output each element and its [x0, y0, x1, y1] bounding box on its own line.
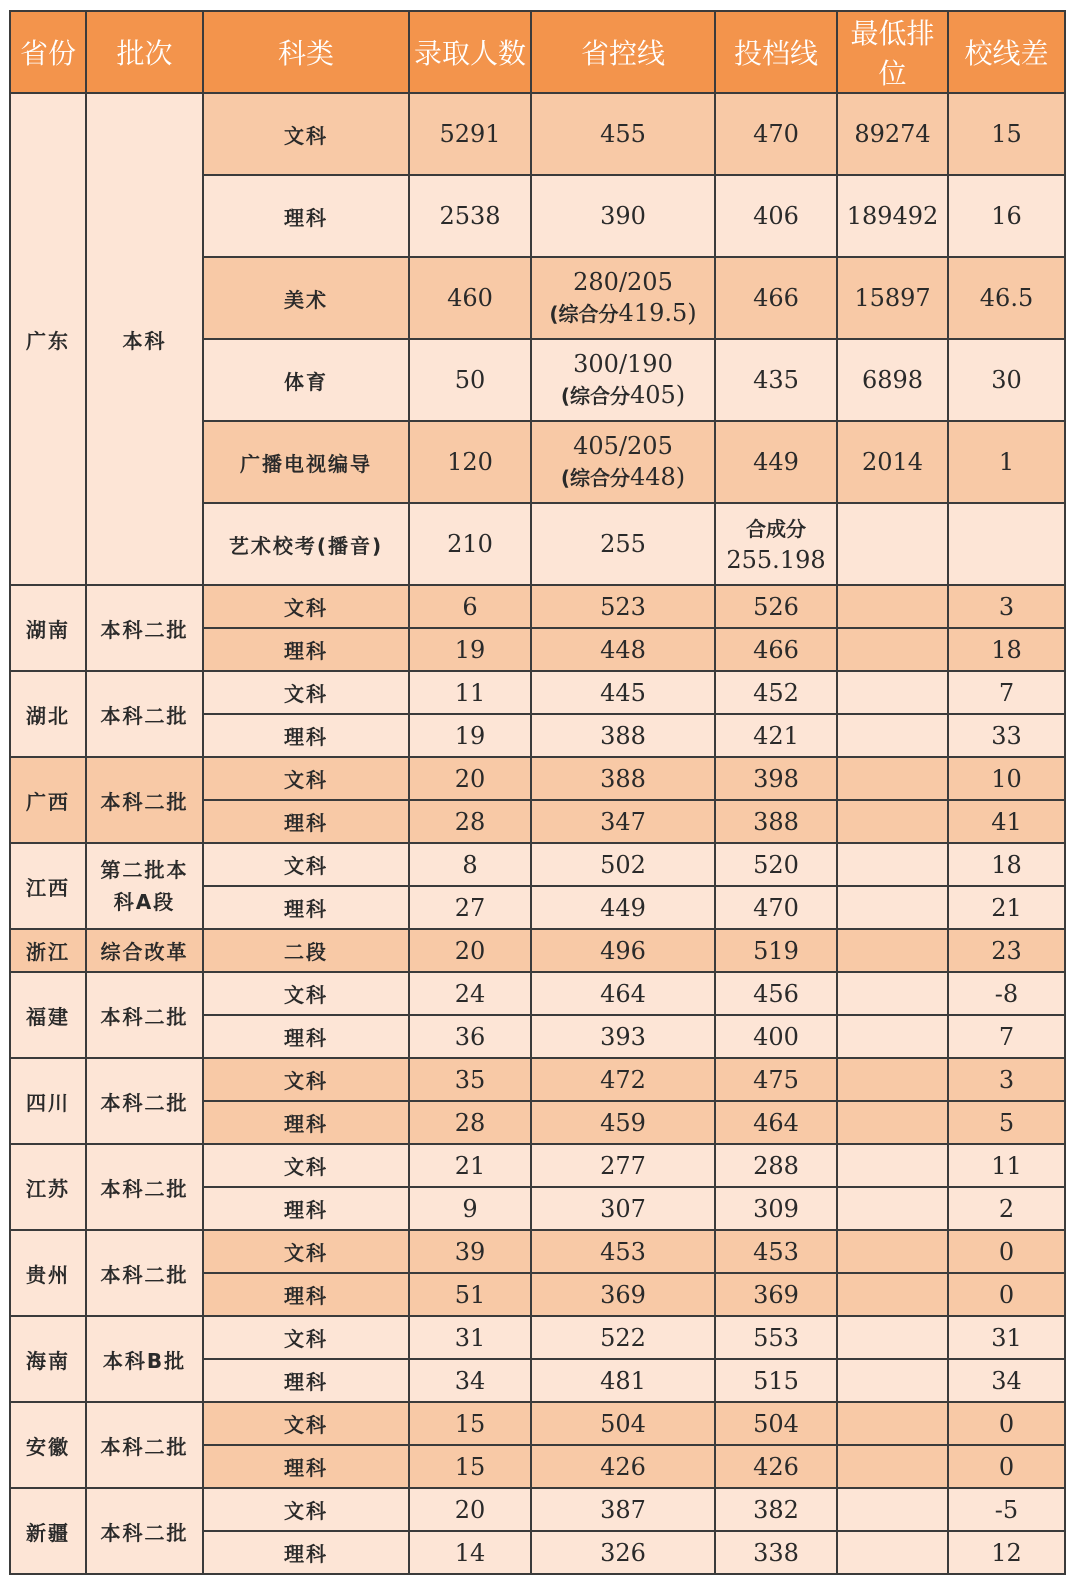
filing-cell: 400	[715, 1015, 837, 1058]
filing-cell: 470	[715, 886, 837, 929]
subject-cell: 艺术校考(播音)	[203, 503, 409, 585]
table-row	[10, 1058, 1065, 1101]
admitted-cell: 27	[409, 886, 531, 929]
province-cell: 海南	[10, 1316, 86, 1402]
subject-cell: 二段	[203, 929, 409, 972]
subject-cell: 理科	[203, 1015, 409, 1058]
filing-cell: 382	[715, 1488, 837, 1531]
control-cell: 255	[531, 503, 715, 585]
diff-cell: 0	[948, 1402, 1065, 1445]
filing-cell: 466	[715, 257, 837, 339]
control-cell: 522	[531, 1316, 715, 1359]
rank-cell	[837, 585, 948, 628]
batch-cell	[86, 843, 203, 929]
province-cell: 浙江	[10, 929, 86, 972]
diff-cell: 16	[948, 175, 1065, 257]
header-control-line: 省控线	[531, 11, 715, 93]
table-row	[10, 757, 1065, 800]
subject-cell: 理科	[203, 1445, 409, 1488]
rank-cell	[837, 1488, 948, 1531]
province-cell: 江西	[10, 843, 86, 929]
diff-cell: 0	[948, 1273, 1065, 1316]
control-cell	[531, 421, 715, 503]
control-value: 405/205	[573, 431, 673, 460]
rank-cell	[837, 1359, 948, 1402]
diff-cell: 31	[948, 1316, 1065, 1359]
diff-cell: 0	[948, 1230, 1065, 1273]
rank-cell	[837, 1531, 948, 1574]
control-cell: 393	[531, 1015, 715, 1058]
filing-cell: 453	[715, 1230, 837, 1273]
diff-cell: 33	[948, 714, 1065, 757]
filing-cell: 388	[715, 800, 837, 843]
rank-cell	[837, 714, 948, 757]
diff-cell: 3	[948, 585, 1065, 628]
diff-cell: 7	[948, 1015, 1065, 1058]
header-admitted: 录取人数	[409, 11, 531, 93]
batch-cell: 本科二批	[86, 757, 203, 843]
diff-cell: 2	[948, 1187, 1065, 1230]
diff-cell: 41	[948, 800, 1065, 843]
admitted-cell: 11	[409, 671, 531, 714]
subject-cell: 文科	[203, 843, 409, 886]
province-cell: 广西	[10, 757, 86, 843]
diff-cell: 7	[948, 671, 1065, 714]
admitted-cell: 39	[409, 1230, 531, 1273]
subject-cell: 文科	[203, 972, 409, 1015]
header-score-diff: 校线差	[948, 11, 1065, 93]
admitted-cell: 35	[409, 1058, 531, 1101]
batch-cell: 本科二批	[86, 671, 203, 757]
table-row	[10, 1144, 1065, 1187]
diff-cell: 1	[948, 421, 1065, 503]
rank-cell: 15897	[837, 257, 948, 339]
admitted-cell: 9	[409, 1187, 531, 1230]
diff-cell: 10	[948, 757, 1065, 800]
province-cell: 湖北	[10, 671, 86, 757]
diff-cell: 46.5	[948, 257, 1065, 339]
admitted-cell: 15	[409, 1445, 531, 1488]
rank-cell	[837, 800, 948, 843]
table-row	[10, 843, 1065, 886]
diff-cell: 3	[948, 1058, 1065, 1101]
header-batch: 批次	[86, 11, 203, 93]
province-cell: 贵州	[10, 1230, 86, 1316]
subject-cell: 文科	[203, 1058, 409, 1101]
filing-cell: 515	[715, 1359, 837, 1402]
table-row	[10, 585, 1065, 628]
subject-cell: 美术	[203, 257, 409, 339]
filing-cell	[715, 503, 837, 585]
composite-label: (综合分	[549, 301, 619, 326]
subject-cell: 理科	[203, 1531, 409, 1574]
filing-cell: 449	[715, 421, 837, 503]
rank-cell	[837, 1144, 948, 1187]
batch-cell: 本科二批	[86, 1488, 203, 1574]
rank-cell: 189492	[837, 175, 948, 257]
control-cell: 347	[531, 800, 715, 843]
admitted-cell: 460	[409, 257, 531, 339]
diff-cell: 18	[948, 843, 1065, 886]
diff-cell: 30	[948, 339, 1065, 421]
rank-cell	[837, 757, 948, 800]
admitted-cell: 28	[409, 1101, 531, 1144]
control-cell: 388	[531, 757, 715, 800]
rank-cell	[837, 843, 948, 886]
rank-cell	[837, 1273, 948, 1316]
subject-cell: 理科	[203, 1273, 409, 1316]
filing-cell: 452	[715, 671, 837, 714]
subject-cell: 理科	[203, 800, 409, 843]
filing-cell: 466	[715, 628, 837, 671]
batch-cell: 综合改革	[86, 929, 203, 972]
rank-cell: 89274	[837, 93, 948, 175]
rank-cell	[837, 1230, 948, 1273]
control-cell: 388	[531, 714, 715, 757]
admitted-cell: 210	[409, 503, 531, 585]
control-cell: 502	[531, 843, 715, 886]
admitted-cell: 21	[409, 1144, 531, 1187]
subject-cell: 理科	[203, 1359, 409, 1402]
admitted-cell: 51	[409, 1273, 531, 1316]
subject-cell: 理科	[203, 1187, 409, 1230]
composite-value: 405)	[629, 380, 686, 409]
rank-cell	[837, 1445, 948, 1488]
control-cell: 504	[531, 1402, 715, 1445]
subject-cell: 理科	[203, 175, 409, 257]
batch-line-1: 第二批本	[100, 858, 189, 882]
filing-cell: 369	[715, 1273, 837, 1316]
composite-label: (综合分	[560, 383, 630, 408]
control-cell: 326	[531, 1531, 715, 1574]
admitted-cell: 50	[409, 339, 531, 421]
diff-cell: 5	[948, 1101, 1065, 1144]
filing-cell: 309	[715, 1187, 837, 1230]
diff-cell: 12	[948, 1531, 1065, 1574]
diff-cell: 18	[948, 628, 1065, 671]
diff-cell: 23	[948, 929, 1065, 972]
rank-cell	[837, 972, 948, 1015]
rank-cell	[837, 1101, 948, 1144]
subject-cell: 文科	[203, 1488, 409, 1531]
admitted-cell: 19	[409, 714, 531, 757]
rank-cell	[837, 1015, 948, 1058]
subject-cell: 广播电视编导	[203, 421, 409, 503]
filing-cell: 398	[715, 757, 837, 800]
filing-cell: 519	[715, 929, 837, 972]
rank-cell	[837, 929, 948, 972]
batch-cell: 本科二批	[86, 1230, 203, 1316]
subject-cell: 理科	[203, 714, 409, 757]
subject-cell: 文科	[203, 1316, 409, 1359]
diff-cell: 0	[948, 1445, 1065, 1488]
control-cell: 448	[531, 628, 715, 671]
header-filing-line: 投档线	[715, 11, 837, 93]
composite-label: (综合分	[560, 465, 630, 490]
header-min-rank: 最低排位	[837, 11, 948, 93]
province-cell: 湖南	[10, 585, 86, 671]
filing-cell: 406	[715, 175, 837, 257]
admitted-cell: 20	[409, 1488, 531, 1531]
diff-cell: -8	[948, 972, 1065, 1015]
subject-cell: 文科	[203, 585, 409, 628]
table-row	[10, 1402, 1065, 1445]
admitted-cell: 28	[409, 800, 531, 843]
province-cell: 新疆	[10, 1488, 86, 1574]
admission-table	[9, 10, 1066, 1575]
control-value: 280/205	[573, 267, 673, 296]
batch-cell: 本科二批	[86, 1402, 203, 1488]
control-cell	[531, 257, 715, 339]
control-cell: 277	[531, 1144, 715, 1187]
admitted-cell: 6	[409, 585, 531, 628]
control-cell: 369	[531, 1273, 715, 1316]
filing-cell: 464	[715, 1101, 837, 1144]
composite-value: 255.198	[726, 545, 826, 574]
subject-cell: 文科	[203, 671, 409, 714]
control-cell: 387	[531, 1488, 715, 1531]
control-cell: 390	[531, 175, 715, 257]
batch-cell: 本科	[86, 93, 203, 585]
control-cell	[531, 339, 715, 421]
admitted-cell: 20	[409, 929, 531, 972]
rank-cell	[837, 671, 948, 714]
filing-cell: 288	[715, 1144, 837, 1187]
rank-cell	[837, 628, 948, 671]
subject-cell: 理科	[203, 1101, 409, 1144]
batch-cell: 本科二批	[86, 585, 203, 671]
subject-cell: 文科	[203, 93, 409, 175]
diff-cell: 15	[948, 93, 1065, 175]
diff-cell: 11	[948, 1144, 1065, 1187]
filing-cell: 475	[715, 1058, 837, 1101]
table-row	[10, 1230, 1065, 1273]
rank-cell	[837, 1058, 948, 1101]
rank-cell	[837, 1316, 948, 1359]
table-row	[10, 929, 1065, 972]
table-row	[10, 972, 1065, 1015]
table-row	[10, 93, 1065, 175]
filing-cell: 421	[715, 714, 837, 757]
province-cell: 安徽	[10, 1402, 86, 1488]
admitted-cell: 36	[409, 1015, 531, 1058]
rank-cell	[837, 1187, 948, 1230]
admitted-cell: 120	[409, 421, 531, 503]
diff-cell: 21	[948, 886, 1065, 929]
subject-cell: 文科	[203, 1402, 409, 1445]
subject-cell: 文科	[203, 1230, 409, 1273]
filing-cell: 435	[715, 339, 837, 421]
filing-cell: 426	[715, 1445, 837, 1488]
table-row	[10, 1488, 1065, 1531]
admitted-cell: 15	[409, 1402, 531, 1445]
batch-cell: 本科二批	[86, 1058, 203, 1144]
province-cell: 广东	[10, 93, 86, 585]
control-cell: 445	[531, 671, 715, 714]
header-province: 省份	[10, 11, 86, 93]
batch-cell: 本科二批	[86, 1144, 203, 1230]
admitted-cell: 20	[409, 757, 531, 800]
rank-cell	[837, 503, 948, 585]
control-cell: 426	[531, 1445, 715, 1488]
admitted-cell: 24	[409, 972, 531, 1015]
diff-cell	[948, 503, 1065, 585]
composite-value: 419.5)	[618, 298, 697, 327]
admitted-cell: 2538	[409, 175, 531, 257]
subject-cell: 文科	[203, 757, 409, 800]
subject-cell: 理科	[203, 886, 409, 929]
control-value: 300/190	[573, 349, 673, 378]
control-cell: 307	[531, 1187, 715, 1230]
control-cell: 496	[531, 929, 715, 972]
rank-cell	[837, 886, 948, 929]
header-subject: 科类	[203, 11, 409, 93]
admitted-cell: 31	[409, 1316, 531, 1359]
batch-line-2: 科A段	[113, 890, 176, 914]
control-cell: 472	[531, 1058, 715, 1101]
control-cell: 455	[531, 93, 715, 175]
filing-cell: 470	[715, 93, 837, 175]
table-row	[10, 1316, 1065, 1359]
subject-cell: 体育	[203, 339, 409, 421]
rank-cell: 2014	[837, 421, 948, 503]
filing-cell: 526	[715, 585, 837, 628]
admitted-cell: 19	[409, 628, 531, 671]
diff-cell: 34	[948, 1359, 1065, 1402]
control-cell: 481	[531, 1359, 715, 1402]
rank-cell	[837, 1402, 948, 1445]
subject-cell: 文科	[203, 1144, 409, 1187]
province-cell: 江苏	[10, 1144, 86, 1230]
table-row	[10, 671, 1065, 714]
filing-cell: 520	[715, 843, 837, 886]
province-cell: 四川	[10, 1058, 86, 1144]
filing-cell: 553	[715, 1316, 837, 1359]
batch-cell: 本科二批	[86, 972, 203, 1058]
admitted-cell: 34	[409, 1359, 531, 1402]
composite-value: 448)	[629, 462, 686, 491]
subject-cell: 理科	[203, 628, 409, 671]
filing-cell: 504	[715, 1402, 837, 1445]
control-cell: 459	[531, 1101, 715, 1144]
control-cell: 453	[531, 1230, 715, 1273]
diff-cell: -5	[948, 1488, 1065, 1531]
province-cell: 福建	[10, 972, 86, 1058]
admitted-cell: 8	[409, 843, 531, 886]
admitted-cell: 5291	[409, 93, 531, 175]
filing-cell: 456	[715, 972, 837, 1015]
admitted-cell: 14	[409, 1531, 531, 1574]
control-cell: 449	[531, 886, 715, 929]
header-row	[10, 11, 1065, 93]
rank-cell: 6898	[837, 339, 948, 421]
control-cell: 464	[531, 972, 715, 1015]
batch-cell: 本科B批	[86, 1316, 203, 1402]
filing-cell: 338	[715, 1531, 837, 1574]
control-cell: 523	[531, 585, 715, 628]
composite-label: 合成分	[746, 516, 806, 541]
